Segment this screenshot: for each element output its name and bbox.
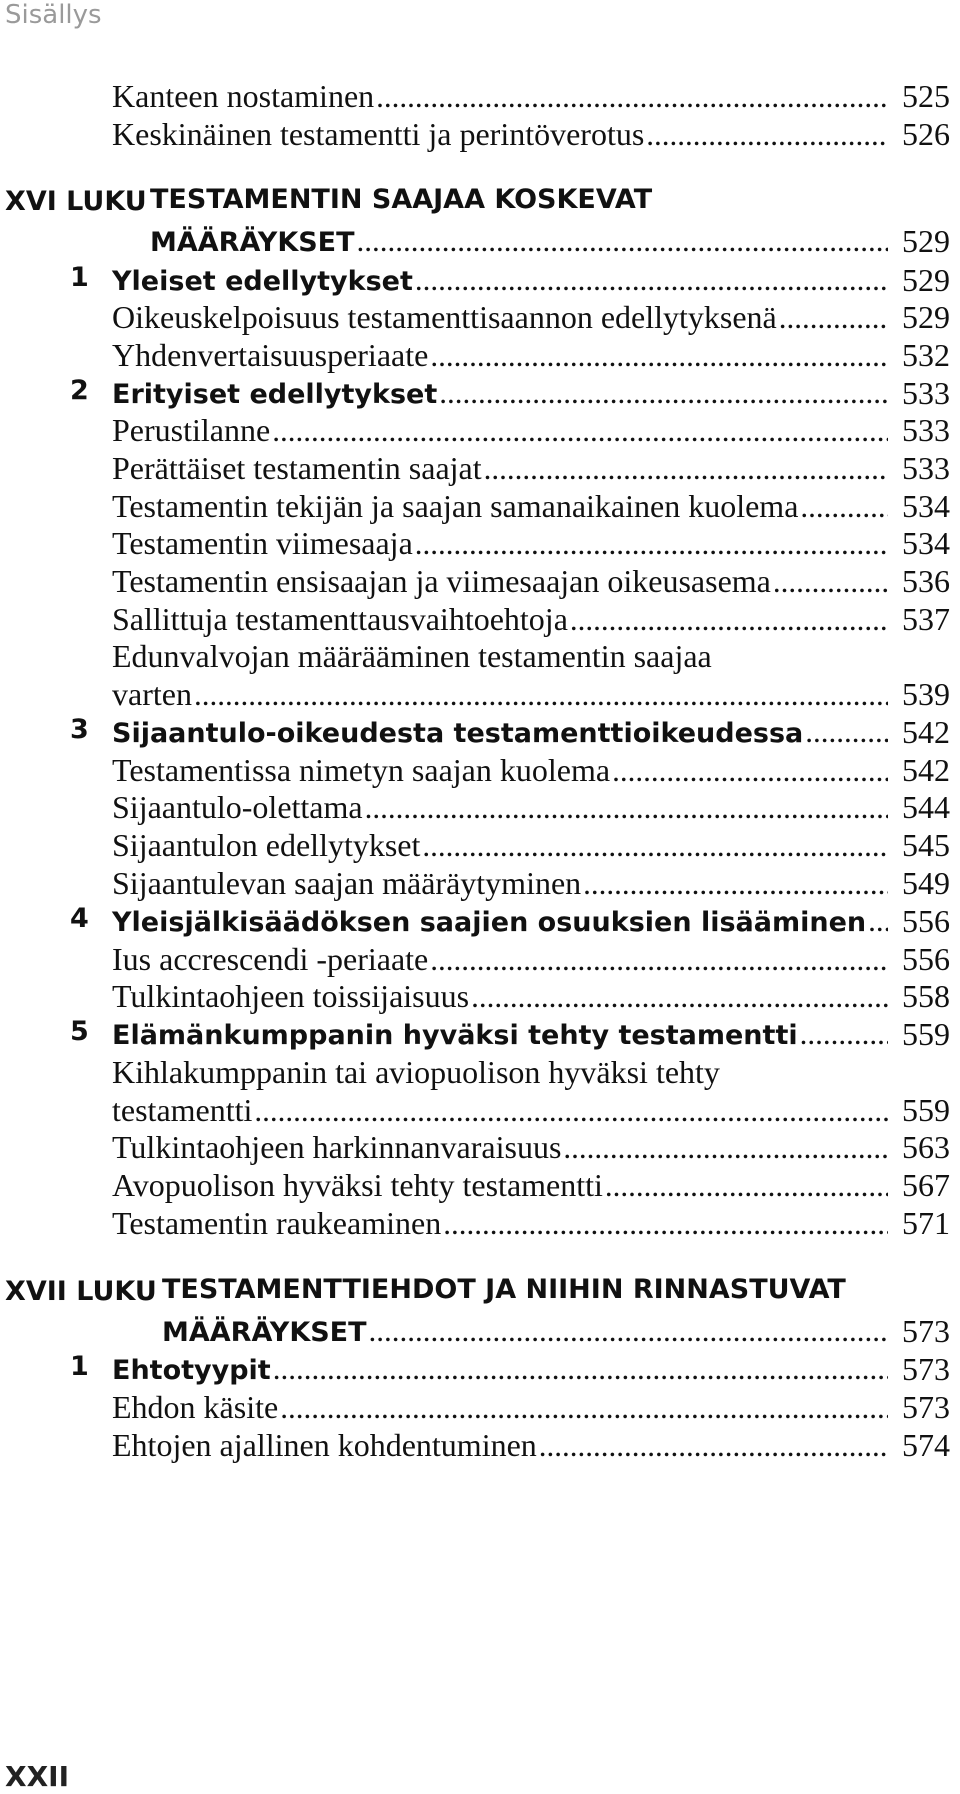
toc-entry[interactable] (112, 752, 892, 790)
toc-entry[interactable] (112, 601, 892, 639)
leader-dots (800, 1016, 888, 1052)
section-entry[interactable] (112, 714, 892, 752)
toc-entry[interactable] (112, 78, 892, 116)
toc-page-number: 529 (902, 223, 950, 259)
toc-entry[interactable] (112, 525, 892, 563)
leader-dots (570, 602, 888, 638)
leader-dots (773, 564, 888, 600)
toc-entry[interactable] (112, 450, 892, 488)
leader-dots (422, 828, 888, 864)
toc-page-number: 525 (902, 78, 950, 114)
toc-page-number: 556 (902, 941, 950, 977)
toc-page-number: 533 (902, 450, 950, 486)
toc-entry[interactable] (112, 978, 892, 1016)
toc-entry-title: Ius accrescendi -periaate (112, 941, 429, 977)
leader-dots (539, 1428, 888, 1464)
toc-entry[interactable] (112, 337, 892, 375)
toc-page-number: 573 (902, 1313, 950, 1349)
toc-page-number: 532 (902, 337, 950, 373)
section-number: 4 (70, 903, 89, 934)
toc-page-number: 526 (902, 116, 950, 152)
section-number: 3 (70, 714, 89, 745)
leader-dots (415, 262, 888, 298)
toc-page-number: 542 (902, 752, 950, 788)
toc-entry-title: Testamentissa nimetyn saajan kuolema (112, 752, 611, 788)
running-head: Sisällys (5, 0, 102, 30)
toc-page-number: 559 (902, 1016, 950, 1052)
toc-entry-title: Testamentin ensisaajan ja viimesaajan oikeusasema (112, 563, 771, 599)
toc-entry-title: Sijaantulon edellytykset (112, 827, 421, 863)
section-entry[interactable] (112, 1351, 892, 1389)
toc-entry[interactable] (112, 676, 892, 714)
leader-dots (430, 942, 888, 978)
leader-dots (430, 338, 888, 374)
toc-entry-title: Ehtojen ajallinen kohdentuminen (112, 1427, 537, 1463)
leader-dots (365, 790, 888, 826)
section-title: Sijaantulo-oikeudesta testamenttioikeudessa (112, 718, 804, 749)
chapter-title-cont: MÄÄRÄYKSET (162, 1317, 367, 1348)
leader-dots (868, 903, 888, 939)
leader-dots (805, 714, 888, 750)
chapter-title-cont: MÄÄRÄYKSET (150, 227, 355, 258)
section-title: Yleisjälkisäädöksen saajien osuuksien lisääminen (112, 907, 867, 938)
toc-entry[interactable] (112, 488, 892, 526)
toc-page-number: 544 (902, 789, 950, 825)
chapter-entry[interactable] (150, 223, 892, 261)
leader-dots (612, 753, 888, 789)
leader-dots (779, 300, 888, 336)
toc-page-number: 533 (902, 412, 950, 448)
toc-page-number: 559 (902, 1092, 950, 1128)
toc-entry-title: Keskinäinen testamentti ja perintöverotus (112, 116, 645, 152)
toc-entry[interactable] (112, 1129, 892, 1167)
toc-entry[interactable] (112, 1389, 892, 1427)
toc-entry-title-cont: varten (112, 676, 192, 712)
toc-entry[interactable] (112, 865, 892, 903)
toc-entry-title: Avopuolison hyväksi tehty testamentti (112, 1167, 603, 1203)
chapter-label: XVII LUKU (5, 1276, 157, 1307)
section-entry[interactable] (112, 1016, 892, 1054)
toc-entry-title: Kihlakumppanin tai aviopuolison hyväksi tehty (112, 1054, 720, 1090)
toc-entry[interactable] (112, 1092, 892, 1130)
chapter-title: TESTAMENTTIEHDOT JA NIIHIN RINNASTUVAT (162, 1274, 846, 1305)
leader-dots (471, 979, 888, 1015)
leader-dots (254, 1093, 888, 1129)
toc-page-number: 558 (902, 978, 950, 1014)
toc-entry-title: Sallittuja testamenttausvaihtoehtoja (112, 601, 568, 637)
toc-entry-title: Testamentin raukeaminen (112, 1205, 442, 1241)
page-folio: XXII (5, 1760, 70, 1793)
leader-dots (194, 677, 888, 713)
leader-dots (273, 1351, 888, 1387)
toc-entry[interactable] (112, 412, 892, 450)
toc-entry-title: Tulkintaohjeen harkinnanvaraisuus (112, 1129, 562, 1165)
toc-page-number: 545 (902, 827, 950, 863)
toc-entry[interactable] (112, 941, 892, 979)
leader-dots (280, 1390, 888, 1426)
section-number: 2 (70, 375, 89, 406)
toc-entry[interactable] (112, 827, 892, 865)
section-entry[interactable] (112, 375, 892, 413)
toc-page-number: 542 (902, 714, 950, 750)
toc-entry[interactable] (112, 563, 892, 601)
toc-page-number: 556 (902, 903, 950, 939)
toc-entry-title: Perustilanne (112, 412, 271, 448)
toc-page-number: 549 (902, 865, 950, 901)
leader-dots (646, 117, 888, 153)
toc-page-number: 574 (902, 1427, 950, 1463)
leader-dots (484, 451, 888, 487)
leader-dots (369, 1313, 888, 1349)
toc-page-number: 529 (902, 262, 950, 298)
leader-dots (443, 1206, 888, 1242)
section-entry[interactable] (112, 262, 892, 300)
toc-page-number: 534 (902, 488, 950, 524)
chapter-entry[interactable] (162, 1313, 892, 1351)
leader-dots (357, 223, 888, 259)
toc-page-number: 563 (902, 1129, 950, 1165)
toc-entry[interactable] (112, 116, 892, 154)
toc-page-number: 573 (902, 1351, 950, 1387)
leader-dots (376, 79, 888, 115)
section-entry[interactable] (112, 903, 892, 941)
section-title: Yleiset edellytykset (112, 266, 413, 297)
leader-dots (583, 866, 888, 902)
toc-entry-title: Sijaantulo-olettama (112, 789, 363, 825)
toc-page-number: 571 (902, 1205, 950, 1241)
toc-page-number: 567 (902, 1167, 950, 1203)
toc-entry-title: Perättäiset testamentin saajat (112, 450, 482, 486)
leader-dots (605, 1168, 888, 1204)
section-number: 1 (70, 262, 89, 293)
toc-entry-title: Yhdenvertaisuusperiaate (112, 337, 429, 373)
toc-entry-title-cont: testamentti (112, 1092, 253, 1128)
toc-page-number: 573 (902, 1389, 950, 1425)
leader-dots (439, 375, 888, 411)
toc-page-number: 529 (902, 299, 950, 335)
section-number: 1 (70, 1351, 89, 1382)
section-number: 5 (70, 1016, 89, 1047)
toc-entry[interactable] (112, 1427, 892, 1465)
section-title: Elämänkumppanin hyväksi tehty testamentti (112, 1020, 798, 1051)
toc-entry[interactable] (112, 299, 892, 337)
toc-entry[interactable] (112, 1205, 892, 1243)
leader-dots (563, 1130, 888, 1166)
toc-page-number: 539 (902, 676, 950, 712)
toc-entry-title: Ehdon käsite (112, 1389, 279, 1425)
toc-page-number: 537 (902, 601, 950, 637)
toc-entry[interactable] (112, 1167, 892, 1205)
leader-dots (272, 413, 888, 449)
toc-entry-title: Sijaantulevan saajan määräytyminen (112, 865, 582, 901)
section-title: Ehtotyypit (112, 1355, 271, 1386)
leader-dots (800, 489, 888, 525)
toc-entry-title: Tulkintaohjeen toissijaisuus (112, 978, 470, 1014)
section-title: Erityiset edellytykset (112, 379, 438, 410)
toc-page-number: 534 (902, 525, 950, 561)
chapter-title: TESTAMENTIN SAAJAA KOSKEVAT (150, 184, 653, 215)
toc-entry[interactable] (112, 789, 892, 827)
leader-dots (415, 526, 888, 562)
toc-entry-title: Oikeuskelpoisuus testamenttisaannon edellytyksenä (112, 299, 777, 335)
toc-entry-title: Edunvalvojan määrääminen testamentin saajaa (112, 638, 712, 674)
toc-entry-title: Kanteen nostaminen (112, 78, 375, 114)
chapter-label: XVI LUKU (5, 186, 147, 217)
toc-entry-title: Testamentin tekijän ja saajan samanaikainen kuolema (112, 488, 799, 524)
toc-entry-title: Testamentin viimesaaja (112, 525, 413, 561)
toc-page-number: 536 (902, 563, 950, 599)
toc-page-number: 533 (902, 375, 950, 411)
